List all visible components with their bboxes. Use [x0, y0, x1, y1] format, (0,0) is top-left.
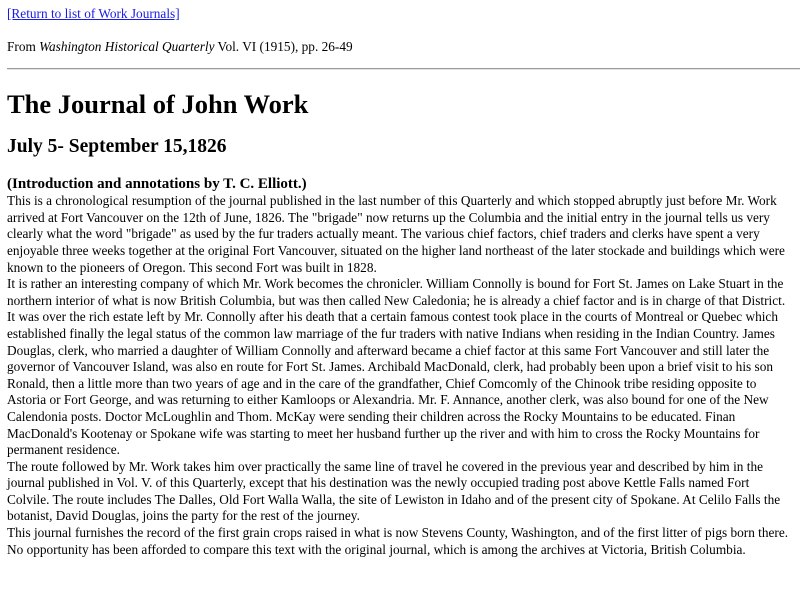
annotation-credit: (Introduction and annotations by T. C. Elliott.) — [7, 176, 307, 193]
intro-paragraph-3: The route followed by Mr. Work takes him over practically the same line of travel he covered in the previous year and described by him in the journal published in Vol. V. of this Quarterly, except that his destination was the newly occupied trading post above Kettle Falls named Fort Colvile. The route includes The Dalles, Old Fort Walla Walla, the site of Lewiston in Idaho and of the present city of Spokane. At Celilo Falls the botanist, David Douglas, joins the party for the rest of the journey. — [7, 458, 781, 524]
source-citation — [7, 39, 793, 56]
horizontal-rule — [7, 68, 800, 70]
intro-paragraph-4: This journal furnishes the record of the first grain crops raised in what is now Stevens County, Washington, and of the first litter of pigs born there. No opportunity has been afforded to compare this text with the original journal, which is among the archives at Victoria, British Columbia. — [7, 525, 789, 557]
intro-paragraph-2: It is rather an interesting company of which Mr. Work becomes the chronicler. William Connolly is bound for Fort St. James on Lake Stuart in the northern interior of what is now British Columbia, but was then called New Caledonia; he is already a chief factor and is in charge of that District. It was over the rich estate left by Mr. Connolly after his death that a certain famous contest took place in the courts of Montreal or Quebec which established finally the legal status of the common law marriage of the fur traders with native Indians when residing in the Indian Country. James Douglas, clerk, who married a daughter of William Connolly and afterward became a chief factor at this same Fort Vancouver and still later the governor of Vancouver Island, was also en route for Fort St. James. Archibald MacDonald, clerk, had probably been upon a brief visit to his son Ronald, then a little more than two years of age and in the care of the grandfather, Chief Comcomly of the Chinook tribe residing opposite to Astoria or Fort George, and was returning to either Kamloops or Alexandria. Mr. F. Annance, another clerk, was also bound for one of the New Calendonia posts. Doctor McLoughlin and Thom. McKay were sending their children across the Rocky Mountains to be educated. Finan MacDonald's Kootenay or Spokane wife was starting to meet her husband further up the river and with him to cross the Rocky Mountains for permanent residence. — [7, 276, 786, 458]
publication-title: Washington Historical Quarterly — [39, 38, 215, 54]
journal-dates: July 5- September 15,1826 — [7, 136, 227, 158]
return-to-journals-link[interactable]: [Return to list of Work Journals] — [7, 6, 180, 21]
source-prefix: From — [7, 38, 40, 54]
intro-paragraph-1: This is a chronological resumption of the journal published in the last number of this Quarterly and which stopped abruptly just before Mr. Work arrived at Fort Vancouver on the 12th of June, 1826. The "brigade" now returns up the Columbia and the initial entry in the journal tells us very clearly what the word "brigade" as used by the fur traders actually meant. The various chief factors, chief traders and clerks have spent a very enjoyable three weeks together at the original Fort Vancouver, situated on the higher land northeast of the later stockade and buildings which were known to the pioneers of Oregon. This second Fort was built in 1828. — [7, 193, 785, 275]
source-suffix: Vol. VI (1915), pp. 26-49 — [214, 38, 353, 54]
page-title: The Journal of John Work — [7, 89, 309, 120]
